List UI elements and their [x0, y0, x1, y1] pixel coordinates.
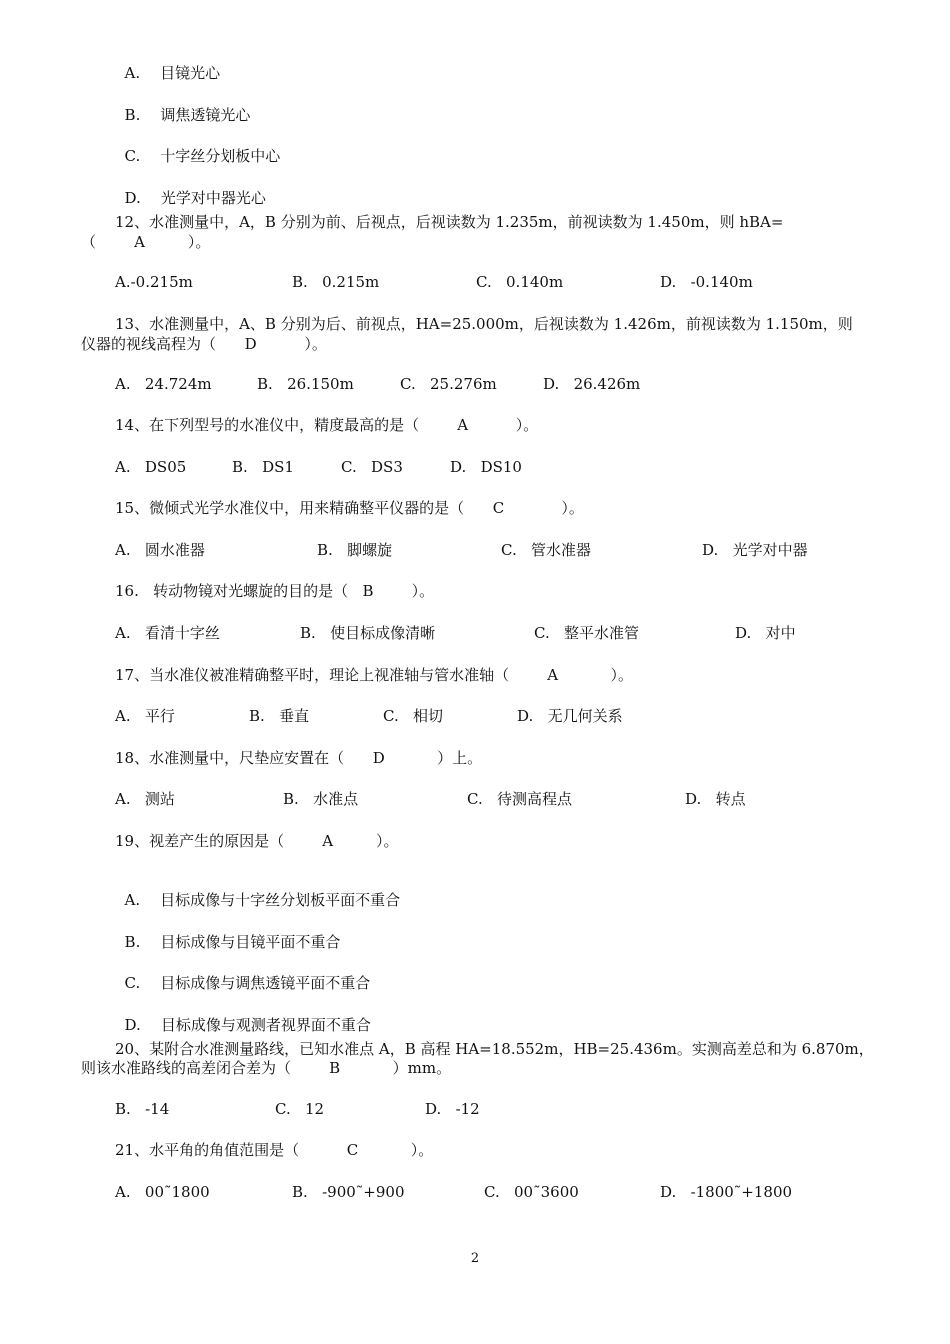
q20-option-c: C. 12	[275, 1100, 325, 1118]
q18-stem: 18、水准测量中，尺垫应安置在（ D ）上。	[115, 749, 483, 767]
q11-option-b	[115, 88, 250, 124]
q14-option-d: D. DS10	[450, 458, 522, 476]
q19-option-a	[115, 873, 400, 909]
q11-option-d	[115, 171, 266, 207]
q11-option-d-label: D.	[124, 189, 141, 207]
q12-option-b: B. 0.215m	[292, 273, 380, 291]
q16-option-a: A. 看清十字丝	[115, 624, 220, 642]
q13-option-d: D. 26.426m	[543, 375, 641, 393]
q21-stem: 21、水平角的角值范围是（ C ）。	[115, 1141, 434, 1159]
q21-option-b: B. -900˜+900	[292, 1183, 405, 1201]
q14-option-b: B. DS1	[232, 458, 294, 476]
q13-option-a: A. 24.724m	[115, 375, 212, 393]
q19-option-c-text: 目标成像与调焦透镜平面不重合	[160, 974, 371, 992]
q19-option-b	[115, 915, 340, 951]
q17-option-d: D. 无几何关系	[517, 707, 623, 725]
q20-option-d: D. -12	[425, 1100, 480, 1118]
q19-stem: 19、视差产生的原因是（ A ）。	[115, 832, 399, 850]
q14-option-a: A. DS05	[115, 458, 187, 476]
q20-stem: 20、某附合水准测量路线，已知水准点 A，B 高程 HA=18.552m，HB=25.436m。实测高差总和为 6.870m，	[115, 1040, 874, 1058]
q14-option-c: C. DS3	[341, 458, 403, 476]
q21-option-a: A. 00˜1800	[115, 1183, 210, 1201]
page-number: 2	[470, 1251, 480, 1266]
q17-option-b: B. 垂直	[249, 707, 310, 725]
q13-stem: 13、水准测量中，A、B 分别为后、前视点，HA=25.000m，后视读数为 1.426m，前视读数为 1.150m，则	[115, 315, 853, 333]
q19-option-a-text: 目标成像与十字丝分划板平面不重合	[160, 891, 401, 909]
q18-option-d: D. 转点	[685, 790, 746, 808]
q20-option-b: B. -14	[115, 1100, 170, 1118]
q19-option-d-label: D.	[124, 1016, 141, 1034]
q19-option-c-label: C.	[124, 974, 141, 992]
q15-option-a: A. 圆水准器	[115, 541, 205, 559]
q11-option-d-text: 光学对中器光心	[160, 189, 266, 207]
q11-option-b-label: B.	[124, 106, 141, 124]
q16-option-d: D. 对中	[735, 624, 796, 642]
q21-option-c: C. 00˜3600	[484, 1183, 579, 1201]
q11-option-b-text: 调焦透镜光心	[160, 106, 251, 124]
q11-option-a-label: A.	[124, 64, 141, 82]
q14-stem: 14、在下列型号的水准仪中，精度最高的是（ A ）。	[115, 416, 539, 434]
q12-option-a: A.-0.215m	[115, 273, 193, 291]
q19-option-a-label: A.	[124, 891, 141, 909]
q11-option-c-label: C.	[124, 147, 141, 165]
q11-option-a-text: 目镜光心	[160, 64, 221, 82]
q20-stem-cont: 则该水准路线的高差闭合差为（ B ）mm。	[81, 1059, 452, 1077]
q19-option-d-text: 目标成像与观测者视界面不重合	[160, 1016, 371, 1034]
q11-option-c-text: 十字丝分划板中心	[160, 147, 281, 165]
q15-option-b: B. 脚螺旋	[317, 541, 393, 559]
q15-stem: 15、微倾式光学水准仪中，用来精确整平仪器的是（ C ）。	[115, 499, 584, 517]
q16-stem: 16. 转动物镜对光螺旋的目的是（ B ）。	[115, 582, 435, 600]
q13-option-c: C. 25.276m	[400, 375, 497, 393]
q12-option-c: C. 0.140m	[476, 273, 564, 291]
q18-option-b: B. 水准点	[283, 790, 359, 808]
q19-option-d	[115, 998, 371, 1034]
q12-stem-cont: （ A ）。	[81, 233, 211, 251]
q11-option-a	[115, 46, 220, 82]
q18-option-c: C. 待测高程点	[467, 790, 573, 808]
q13-option-b: B. 26.150m	[257, 375, 354, 393]
q15-option-c: C. 管水准器	[501, 541, 592, 559]
q12-option-d: D. -0.140m	[660, 273, 753, 291]
q17-option-c: C. 相切	[383, 707, 444, 725]
q11-option-c	[115, 129, 280, 165]
q16-option-b: B. 使目标成像清晰	[300, 624, 436, 642]
q16-option-c: C. 整平水准管	[534, 624, 640, 642]
q17-option-a: A. 平行	[115, 707, 175, 725]
q19-option-b-label: B.	[124, 933, 141, 951]
q19-option-c	[115, 956, 370, 992]
q12-stem: 12、水准测量中，A，B 分别为前、后视点，后视读数为 1.235m，前视读数为 1.450m，则 hBA=	[115, 213, 784, 231]
q21-option-d: D. -1800˜+1800	[660, 1183, 793, 1201]
q15-option-d: D. 光学对中器	[702, 541, 808, 559]
q18-option-a: A. 测站	[115, 790, 175, 808]
q17-stem: 17、当水准仪被准精确整平时，理论上视准轴与管水准轴（ A ）。	[115, 666, 634, 684]
q13-stem-cont: 仪器的视线高程为（ D ）。	[81, 335, 327, 353]
q19-option-b-text: 目标成像与目镜平面不重合	[160, 933, 341, 951]
